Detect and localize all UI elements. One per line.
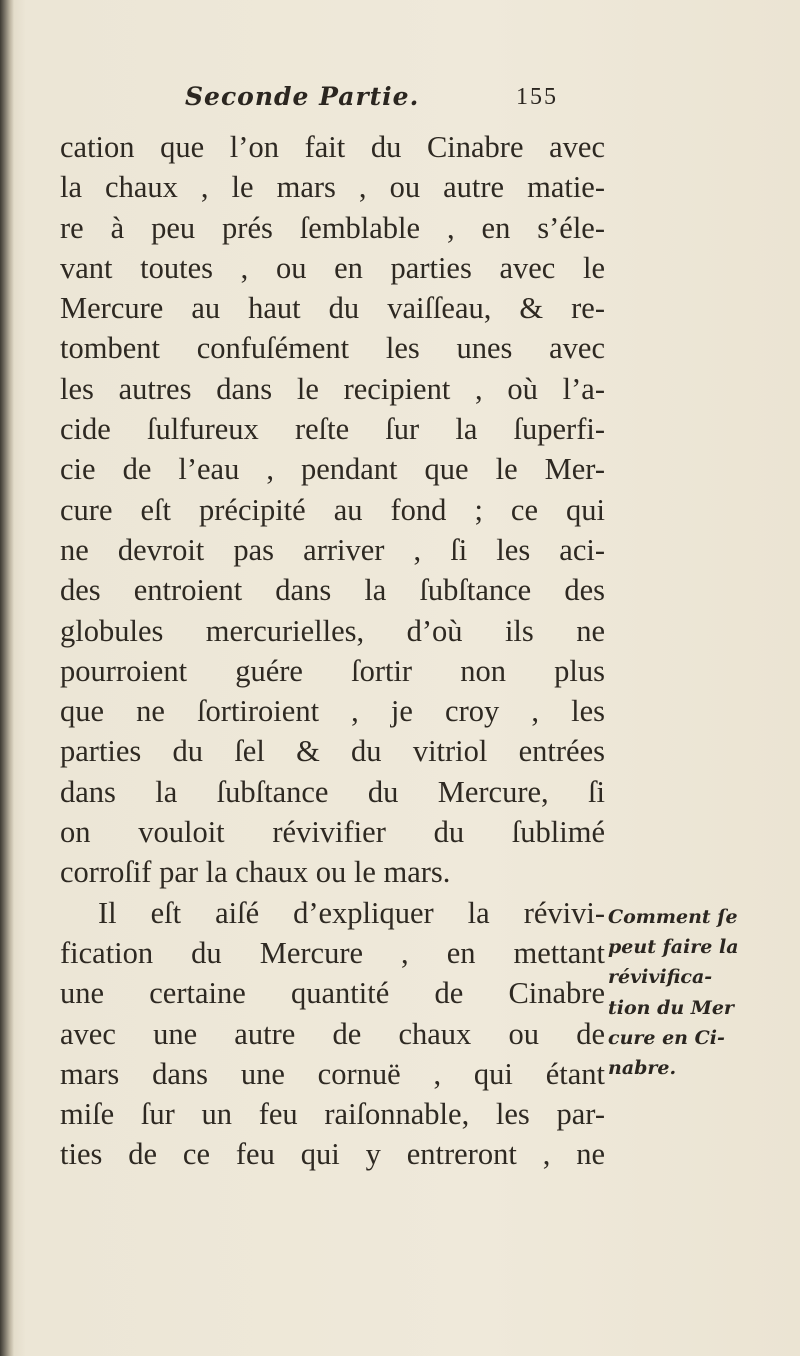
- page-gutter-shadow: [0, 0, 14, 1356]
- margin-note-line: Comment ſe: [608, 906, 738, 928]
- page-number: 155: [516, 84, 558, 110]
- text-line: avec une autre de chaux ou de: [60, 1016, 605, 1051]
- text-line: la chaux , le mars , ou autre matie-: [60, 170, 605, 205]
- text-line: dans la ſubſtance du Mercure, ſi: [60, 774, 605, 809]
- text-line: corroſif par la chaux ou le mars.: [60, 855, 451, 890]
- text-line: pourroient guére ſortir non plus: [60, 653, 605, 688]
- text-line: cation que l’on fait du Cinabre avec: [60, 130, 605, 164]
- paragraph-start-line: Il eſt aiſé d’expliquer la révivi-: [98, 895, 605, 930]
- text-line: vant toutes , ou en parties avec le: [60, 250, 605, 285]
- text-line: miſe ſur un feu raiſonnable, les par-: [60, 1097, 605, 1132]
- text-line: les autres dans le recipient , où l’a-: [60, 371, 605, 406]
- margin-note-line: peut faire la: [608, 936, 739, 959]
- margin-note-line: révivifica-: [608, 966, 713, 989]
- text-line: ne devroit pas arriver , ſi les aci-: [60, 532, 605, 567]
- text-line: tombent confuſément les unes avec: [60, 331, 605, 366]
- text-line: cide ſulfureux reſte ſur la ſuperfi-: [60, 412, 605, 447]
- text-line: re à peu prés ſemblable , en s’éle-: [60, 210, 605, 245]
- text-line: Mercure au haut du vaiſſeau, & re-: [60, 291, 605, 326]
- text-line: parties du ſel & du vitriol entrées: [60, 734, 605, 769]
- text-line: on vouloit révivifier du ſublimé: [60, 815, 605, 850]
- text-line: ties de ce feu qui y entreront , ne: [60, 1137, 605, 1172]
- text-line: mars dans une cornuë , qui étant: [60, 1056, 605, 1091]
- text-line: une certaine quantité de Cinabre: [60, 976, 605, 1011]
- text-line: globules mercurielles, d’où ils ne: [60, 613, 605, 648]
- margin-note-line: tion du Mer: [608, 996, 734, 1019]
- running-head: Seconde Partie.: [185, 82, 420, 111]
- text-line: des entroient dans la ſubſtance des: [60, 573, 605, 608]
- margin-note-line: nabre.: [608, 1056, 677, 1079]
- text-line: que ne ſortiroient , je croy , les: [60, 694, 605, 729]
- text-line: cie de l’eau , pendant que le Mer-: [60, 452, 605, 487]
- margin-note: [608, 902, 788, 1083]
- body-text: [60, 127, 605, 1175]
- text-line: cure eſt précipité au fond ; ce qui: [60, 492, 605, 527]
- text-line: fication du Mercure , en mettant: [60, 935, 605, 970]
- margin-note-line: cure en Ci-: [608, 1026, 725, 1049]
